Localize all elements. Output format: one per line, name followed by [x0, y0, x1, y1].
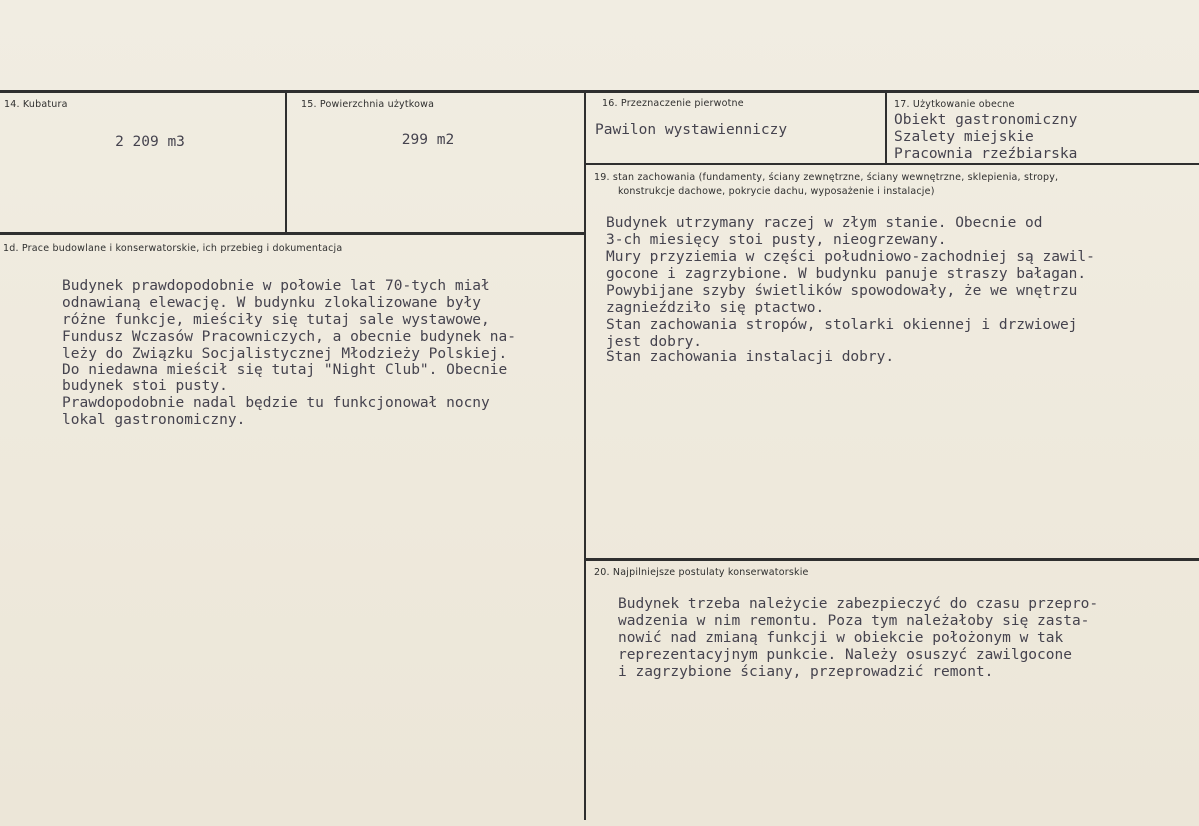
postulaty-line: i zagrzybione ściany, przeprowadzić remont. — [618, 664, 994, 680]
stan-line: Stan zachowania instalacji dobry. — [606, 349, 895, 365]
prace-line: Budynek prawdopodobnie w połowie lat 70-tych miał — [62, 278, 490, 294]
top-rule — [0, 90, 1199, 93]
uzytkowanie-line-2: Szalety miejskie — [894, 129, 1034, 145]
prace-line: budynek stoi pusty. — [62, 378, 228, 394]
prace-line: Prawdopodobnie nadal będzie tu funkcjonował nocny — [62, 395, 490, 411]
powierzchnia-label: 15. Powierzchnia użytkowa — [301, 99, 435, 110]
rule-under-14-15 — [0, 232, 586, 235]
przeznaczenie-value: Pawilon wystawienniczy — [595, 122, 788, 138]
stan-line: Budynek utrzymany raczej w złym stanie. Obecnie od — [606, 215, 1043, 231]
stan-label-line-2: konstrukcje dachowe, pokrycie dachu, wyposażenie i instalacje) — [618, 186, 935, 197]
postulaty-line: nowić nad zmianą funkcji w obiekcie położonym w tak — [618, 630, 1064, 646]
uzytkowanie-line-1: Obiekt gastronomiczny — [894, 112, 1078, 128]
prace-line: leży do Związku Socjalistycznej Młodzieży Polskiej. — [62, 346, 508, 362]
prace-line: różne funkcje, mieściły się tutaj sale wystawowe, — [62, 312, 490, 328]
postulaty-label: 20. Najpilniejsze postulaty konserwatorskie — [594, 567, 809, 578]
divider-14-15 — [285, 92, 287, 233]
stan-line: 3-ch miesięcy stoi pusty, nieogrzewany. — [606, 232, 947, 248]
kubatura-value: 2 209 m3 — [115, 134, 185, 150]
uzytkowanie-line-3: Pracownia rzeźbiarska — [894, 146, 1078, 162]
stan-line: Mury przyziemia w części południowo-zachodniej są zawil- — [606, 249, 1095, 265]
stan-line: gocone i zagrzybione. W budynku panuje straszy bałagan. — [606, 266, 1087, 282]
stan-line: zagnieździło się ptactwo. — [606, 300, 825, 316]
postulaty-line: wadzenia w nim remontu. Poza tym należałoby się zasta- — [618, 613, 1090, 629]
stan-line: Stan zachowania stropów, stolarki okiennej i drzwiowej — [606, 317, 1078, 333]
prace-line: Do niedawna mieścił się tutaj "Night Club". Obecnie — [62, 362, 508, 378]
kubatura-label: 14. Kubatura — [4, 99, 68, 110]
prace-line: odnawianą elewację. W budynku zlokalizowane były — [62, 295, 482, 311]
uzytkowanie-label: 17. Użytkowanie obecne — [894, 99, 1015, 110]
prace-line: lokal gastronomiczny. — [62, 412, 246, 428]
stan-line: jest dobry. — [606, 334, 703, 350]
rule-above-20 — [586, 558, 1199, 561]
przeznaczenie-label: 16. Przeznaczenie pierwotne — [602, 98, 744, 109]
divider-16-17 — [885, 92, 887, 164]
prace-label: 1d. Prace budowlane i konserwatorskie, ich przebieg i dokumentacja — [3, 243, 343, 254]
postulaty-line: reprezentacyjnym punkcie. Należy osuszyć zawilgocone — [618, 647, 1072, 663]
divider-main — [584, 92, 586, 820]
rule-under-16-17 — [586, 163, 1199, 165]
prace-line: Fundusz Wczasów Pracowniczych, a obecnie budynek na- — [62, 329, 516, 345]
stan-line: Powybijane szyby świetlików spowodowały, że we wnętrzu — [606, 283, 1078, 299]
stan-label-line-1: 19. stan zachowania (fundamenty, ściany zewnętrzne, ściany wewnętrzne, sklepienia, stropy, — [594, 172, 1059, 183]
powierzchnia-value: 299 m2 — [401, 132, 455, 148]
postulaty-line: Budynek trzeba należycie zabezpieczyć do czasu przepro- — [618, 596, 1099, 612]
